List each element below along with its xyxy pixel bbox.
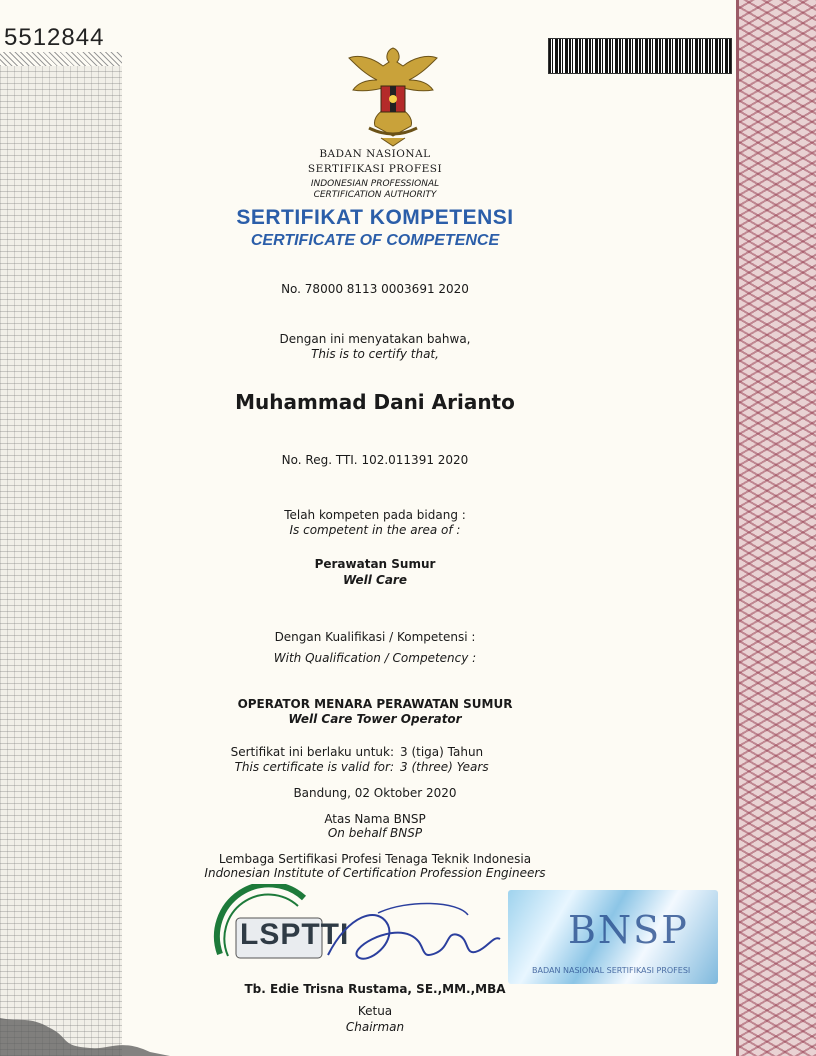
competency-area: Perawatan Sumur — [314, 557, 436, 571]
institution-name: Lembaga Sertifikasi Profesi Tenaga Teknik Indonesia — [218, 852, 532, 866]
garuda-emblem-icon — [343, 40, 443, 150]
security-pattern-band — [0, 66, 122, 1056]
decorative-border — [736, 0, 816, 1056]
certify-statement-en: This is to certify that, — [311, 347, 439, 361]
org-name-en-line2: CERTIFICATION AUTHORITY — [313, 190, 437, 200]
place-date: Bandung, 02 Oktober 2020 — [293, 786, 457, 800]
qualification-label: Dengan Kualifikasi / Kompetensi : — [274, 630, 476, 644]
validity-row — [230, 745, 560, 759]
competent-label-en: Is competent in the area of : — [289, 523, 461, 537]
org-name-line1: BADAN NASIONAL — [319, 148, 431, 160]
validity-value: 3 (tiga) Tahun — [400, 745, 484, 759]
competency-area-en: Well Care — [343, 573, 407, 587]
certificate-number: No. 78000 8113 0003691 2020 — [281, 282, 469, 296]
certify-statement: Dengan ini menyatakan bahwa, — [279, 332, 471, 346]
signer-role: Ketua — [357, 1004, 393, 1018]
lsp-logo-text: LSPTTI — [240, 918, 350, 951]
org-name-en-line1: INDONESIAN PROFESSIONAL — [310, 179, 440, 189]
serial-underline-hatch — [0, 52, 122, 66]
validity-label-en: This certificate is valid for: — [234, 760, 394, 774]
validity-label: Sertifikat ini berlaku untuk: — [230, 745, 394, 759]
org-name-line2: SERTIFIKASI PROFESI — [307, 163, 443, 175]
barcode — [548, 38, 732, 74]
competent-label: Telah kompeten pada bidang : — [284, 508, 466, 522]
certificate-title-en: CERTIFICATE OF COMPETENCE — [250, 232, 500, 249]
signature-icon — [318, 895, 508, 985]
certificate-title: SERTIFIKAT KOMPETENSI — [236, 206, 514, 229]
signer-name: Tb. Edie Trisna Rustama, SE.,MM.,MBA — [244, 982, 506, 996]
validity-value-en: 3 (three) Years — [400, 760, 489, 774]
qualification-en: Well Care Tower Operator — [288, 712, 462, 726]
registration-number: No. Reg. TTI. 102.011391 2020 — [281, 453, 469, 467]
validity-row-en — [230, 760, 560, 774]
qualification: OPERATOR MENARA PERAWATAN SUMUR — [237, 697, 513, 711]
hologram-text: BNSP — [568, 908, 689, 952]
institution-name-en: Indonesian Institute of Certification Profession Engineers — [204, 866, 546, 880]
hologram-subtext: BADAN NASIONAL SERTIFIKASI PROFESI — [532, 966, 691, 975]
border-edge — [736, 0, 739, 1056]
qualification-label-en: With Qualification / Competency : — [273, 651, 477, 665]
serial-number: 5512844 — [4, 24, 105, 51]
bnsp-hologram — [508, 890, 718, 984]
holder-name: Muhammad Dani Arianto — [235, 390, 515, 414]
on-behalf: Atas Nama BNSP — [324, 812, 426, 826]
signer-role-en: Chairman — [345, 1020, 405, 1034]
map-watermark-icon — [0, 1008, 170, 1056]
on-behalf-en: On behalf BNSP — [327, 826, 423, 840]
